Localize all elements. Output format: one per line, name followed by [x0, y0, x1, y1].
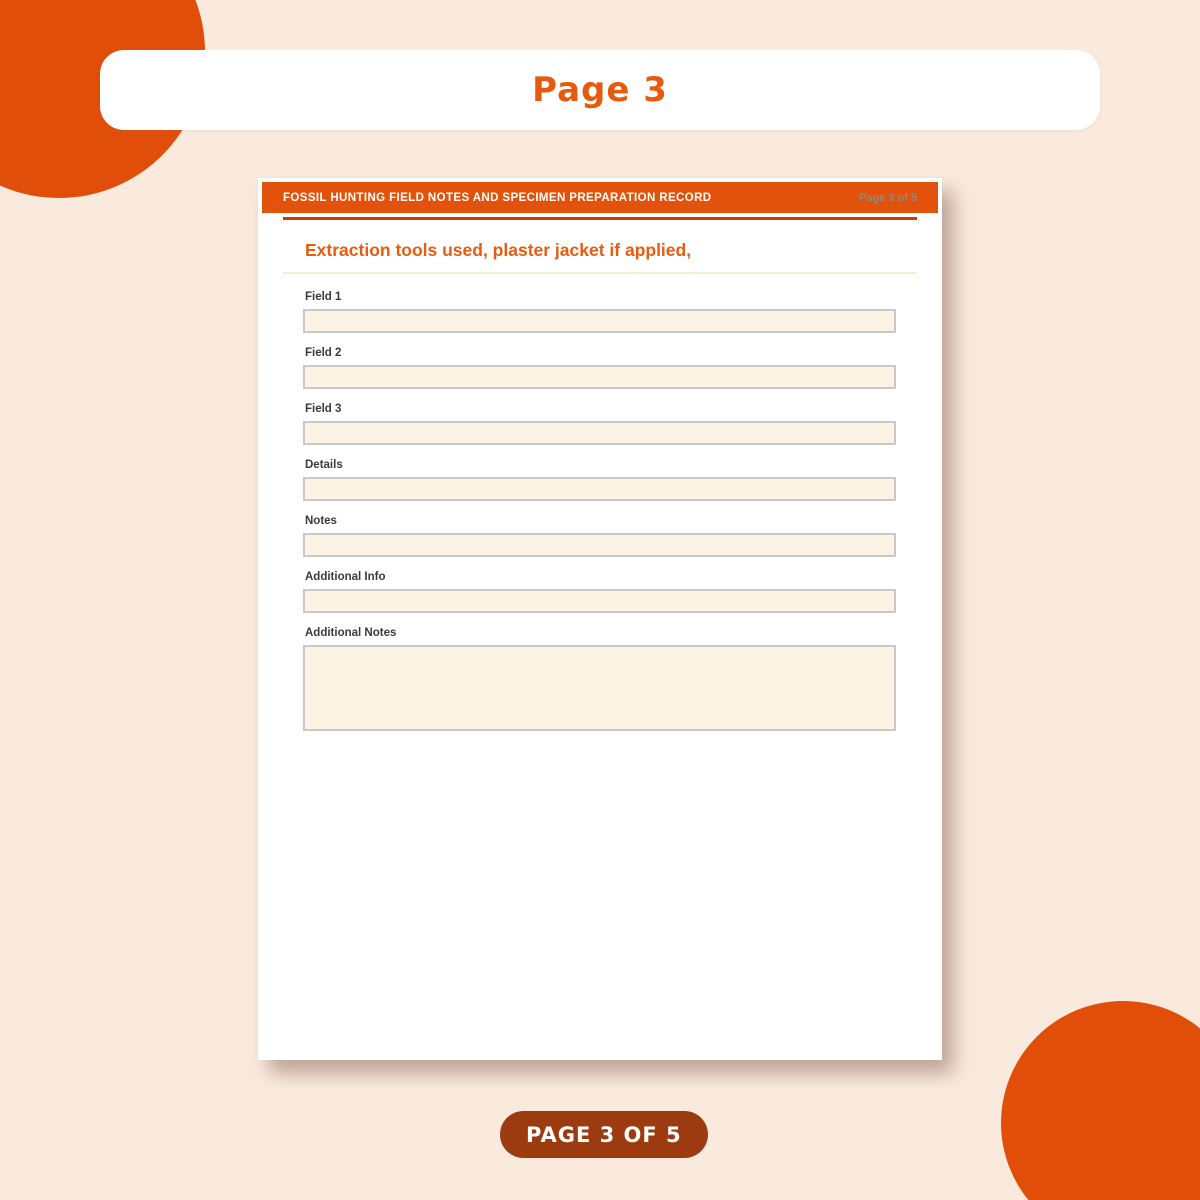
- form-field: [303, 347, 896, 389]
- form-field: [303, 403, 896, 445]
- document-page-indicator: Page 3 of 5: [858, 191, 917, 204]
- field-input[interactable]: [303, 309, 896, 333]
- document-title: FOSSIL HUNTING FIELD NOTES AND SPECIMEN PREPARATION RECORD: [283, 191, 712, 204]
- form-field: [303, 627, 896, 731]
- field-label: Additional Info: [305, 571, 386, 583]
- field-input[interactable]: [303, 477, 896, 501]
- document-header-bar: [262, 182, 938, 213]
- form-document-card: [258, 178, 942, 1060]
- field-input[interactable]: [303, 421, 896, 445]
- form-field: [303, 571, 896, 613]
- form-fields: [303, 291, 896, 745]
- field-input[interactable]: [303, 589, 896, 613]
- page-footer-badge: [500, 1111, 708, 1158]
- page-banner-title: Page 3: [532, 70, 668, 110]
- form-field: [303, 515, 896, 557]
- header-divider: [283, 217, 917, 220]
- field-label: Field 1: [305, 291, 342, 303]
- section-divider: [283, 272, 917, 274]
- field-label: Notes: [305, 515, 337, 527]
- field-label: Details: [305, 459, 343, 471]
- field-label: Additional Notes: [305, 627, 397, 639]
- form-field: [303, 459, 896, 501]
- field-input[interactable]: [303, 365, 896, 389]
- form-field: [303, 291, 896, 333]
- page-banner: [100, 50, 1100, 130]
- decorative-circle-bottom-right: [1001, 1001, 1200, 1200]
- field-input[interactable]: [303, 533, 896, 557]
- page-footer-badge-label: PAGE 3 OF 5: [526, 1122, 682, 1147]
- field-label: Field 2: [305, 347, 342, 359]
- field-label: Field 3: [305, 403, 342, 415]
- section-heading: Extraction tools used, plaster jacket if applied,: [305, 240, 692, 260]
- field-textarea[interactable]: [303, 645, 896, 731]
